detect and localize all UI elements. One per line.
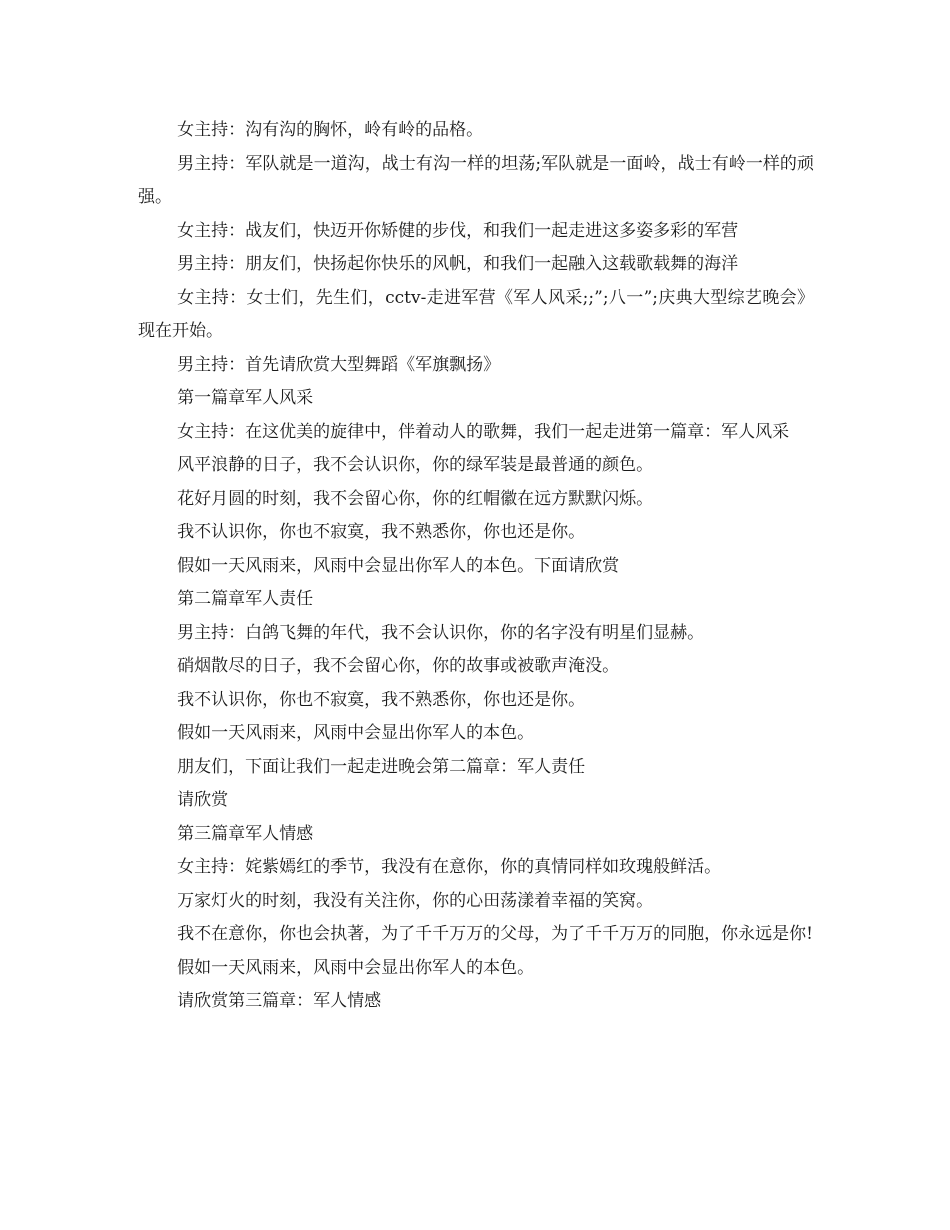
paragraph: 请欣赏	[177, 790, 229, 810]
section-heading: 第二篇章军人责任	[177, 589, 314, 609]
section-heading: 第三篇章军人情感	[177, 823, 314, 844]
paragraph: 男主持：朋友们，快扬起你快乐的风帆，和我们一起融入这载歌载舞的海洋	[177, 254, 739, 274]
paragraph: 男主持：首先请欣赏大型舞蹈《军旗飘扬》	[177, 354, 501, 375]
paragraph: 花好月圆的时刻，我不会留心你，你的红帽徽在远方默默闪烁。	[177, 488, 654, 509]
section-heading: 第一篇章军人风采	[177, 388, 314, 408]
paragraph: 假如一天风雨来，风雨中会显出你军人的本色。	[177, 957, 535, 978]
paragraph: 男主持：白鸽飞舞的年代，我不会认识你，你的名字没有明星们显赫。	[177, 622, 705, 643]
paragraph: 请欣赏第三篇章：军人情感	[177, 991, 382, 1011]
paragraph: 我不在意你，你也会执著，为了千千万万的父母，为了千千万万的同胞，你永远是你!	[177, 924, 813, 944]
document-body	[138, 114, 814, 1019]
paragraph: 女主持：女士们，先生们，cctv-走进军营《军人风采;;”;八一”;庆典大型综艺晚会》现在开始。	[138, 287, 814, 341]
paragraph: 女主持：姹紫嫣红的季节，我没有在意你，你的真情同样如玫瑰般鲜活。	[177, 857, 722, 877]
paragraph: 女主持：战友们，快迈开你矫健的步伐，和我们一起走进这多姿多彩的军营	[177, 220, 739, 241]
paragraph: 女主持：沟有沟的胸怀，岭有岭的品格。	[177, 120, 484, 140]
paragraph: 硝烟散尽的日子，我不会留心你，你的故事或被歌声淹没。	[177, 656, 620, 676]
paragraph: 风平浪静的日子，我不会认识你，你的绿军装是最普通的颜色。	[177, 455, 654, 475]
paragraph: 假如一天风雨来，风雨中会显出你军人的本色。	[177, 723, 535, 743]
paragraph: 我不认识你，你也不寂寞，我不熟悉你，你也还是你。	[177, 522, 586, 542]
paragraph: 万家灯火的时刻，我没有关注你，你的心田荡漾着幸福的笑窝。	[177, 890, 654, 911]
paragraph: 男主持：军队就是一道沟，战士有沟一样的坦荡;军队就是一面岭，战士有岭一样的顽强。	[138, 153, 814, 207]
paragraph: 女主持：在这优美的旋律中，伴着动人的歌舞，我们一起走进第一篇章：军人风采	[177, 421, 790, 442]
paragraph: 朋友们，下面让我们一起走进晚会第二篇章：军人责任	[177, 756, 586, 777]
paragraph: 假如一天风雨来，风雨中会显出你军人的本色。下面请欣赏	[177, 555, 620, 576]
paragraph: 我不认识你，你也不寂寞，我不熟悉你，你也还是你。	[177, 689, 586, 710]
